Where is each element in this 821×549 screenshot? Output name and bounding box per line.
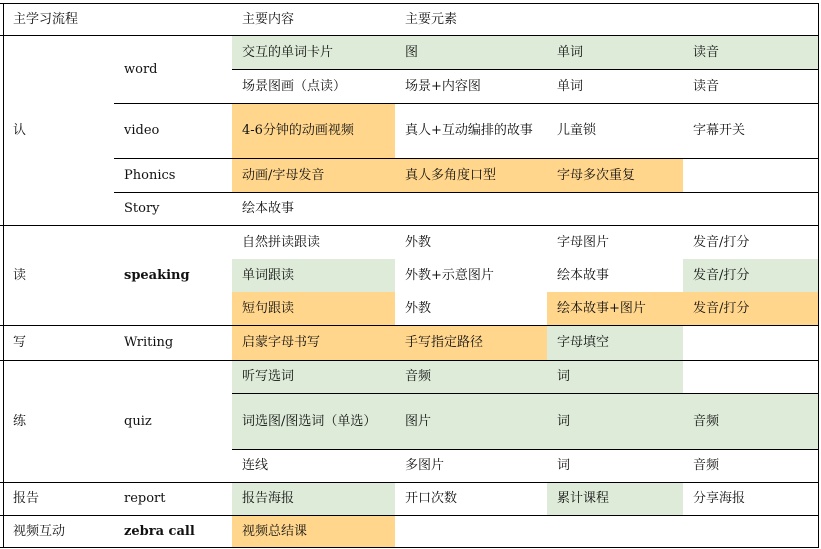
table-horizontal-rule: [0, 3, 819, 4]
header-elements-label: 主要元素: [405, 11, 458, 27]
report-element-2: 累计课程: [547, 482, 683, 515]
quiz-2-element-1: 图片: [395, 393, 547, 449]
stage-report: 报告: [13, 491, 40, 506]
video-element-3: 字幕开关: [693, 123, 746, 138]
phonics-content: 动画/字母发音: [232, 158, 395, 192]
table-horizontal-rule: [0, 35, 819, 36]
report-content: 报告海报: [232, 482, 395, 515]
header-stage-label: 主学习流程: [13, 11, 79, 27]
word-card-element-3: 读音: [683, 35, 818, 69]
quiz-3-element-2: 词: [557, 458, 571, 473]
module-zebra-call: zebra call: [124, 523, 195, 539]
quiz-2-content: 词选图/图选词（单选）: [232, 393, 395, 449]
speaking-3-element-2: 绘本故事+图片: [547, 292, 683, 325]
video-element-2: 儿童锁: [557, 123, 597, 138]
word-scene-element-3: 读音: [693, 78, 720, 94]
table-horizontal-rule: [0, 360, 819, 361]
writing-content: 启蒙字母书写: [232, 325, 395, 360]
stage-read: 读: [13, 267, 27, 283]
module-report: report: [124, 491, 166, 506]
stage-recognize: 认: [13, 122, 27, 138]
speaking-2-element-2: 绘本故事: [557, 268, 610, 283]
writing-element-2: 字母填空: [547, 325, 683, 360]
speaking-2-content: 单词跟读: [232, 259, 395, 292]
phonics-element-1: 真人多角度口型: [395, 158, 547, 192]
story-content: 绘本故事: [242, 201, 295, 216]
speaking-1-element-1: 外教: [405, 234, 432, 250]
quiz-3-element-3: 音频: [693, 458, 720, 473]
speaking-2-element-1: 外教+示意图片: [405, 268, 494, 283]
stage-video-interact: 视频互动: [13, 523, 66, 539]
stage-write: 写: [13, 335, 27, 350]
table-horizontal-rule: [114, 192, 819, 193]
word-scene-content: 场景图画（点读）: [242, 78, 347, 94]
table-horizontal-rule: [0, 325, 819, 326]
word-card-element-2: 单词: [547, 35, 683, 69]
stage-practice: 练: [13, 413, 27, 429]
zebra-content: 视频总结课: [232, 515, 395, 547]
table-horizontal-rule: [0, 515, 819, 516]
module-speaking: speaking: [124, 267, 190, 283]
phonics-element-2: 字母多次重复: [547, 158, 683, 192]
quiz-2-element-3: 音频: [683, 393, 818, 449]
word-card-content: 交互的单词卡片: [232, 35, 395, 69]
speaking-2-element-3: 发音/打分: [683, 259, 818, 292]
table-horizontal-rule: [232, 449, 819, 450]
report-element-1: 开口次数: [405, 491, 458, 506]
video-element-1: 真人+互动编排的故事: [405, 123, 533, 138]
speaking-1-element-3: 发音/打分: [693, 234, 750, 250]
quiz-1-content: 听写选词: [232, 360, 395, 393]
word-scene-element-2: 单词: [557, 78, 584, 94]
word-scene-element-1: 场景+内容图: [405, 78, 481, 94]
table-horizontal-rule: [0, 225, 819, 226]
quiz-2-element-2: 词: [547, 393, 683, 449]
table-horizontal-rule: [232, 393, 819, 394]
quiz-1-element-2: 词: [547, 360, 683, 393]
module-story: Story: [124, 201, 160, 216]
module-writing: Writing: [124, 335, 174, 350]
header-content-label: 主要内容: [242, 11, 295, 27]
table-horizontal-rule: [114, 103, 819, 104]
speaking-1-element-2: 字母图片: [557, 234, 610, 250]
table-horizontal-rule: [0, 482, 819, 483]
table-vertical-rule: [818, 3, 819, 548]
table-horizontal-rule: [232, 69, 819, 70]
quiz-3-element-1: 多图片: [405, 458, 445, 473]
table-horizontal-rule: [114, 158, 819, 159]
table-horizontal-rule: [0, 547, 819, 548]
writing-element-1: 手写指定路径: [395, 325, 547, 360]
table-vertical-rule: [3, 3, 4, 548]
module-quiz: quiz: [124, 413, 152, 429]
module-phonics: Phonics: [124, 167, 176, 183]
speaking-3-content: 短句跟读: [232, 292, 395, 325]
module-word: word: [124, 61, 158, 77]
speaking-3-element-3: 发音/打分: [683, 292, 818, 325]
video-content: 4-6分钟的动画视频: [232, 103, 395, 158]
report-element-3: 分享海报: [693, 491, 746, 506]
quiz-3-content: 连线: [242, 458, 269, 473]
quiz-1-element-1: 音频: [395, 360, 547, 393]
speaking-1-content: 自然拼读跟读: [242, 234, 321, 250]
word-card-element-1: 图: [395, 35, 547, 69]
speaking-3-element-1: 外教: [405, 301, 432, 316]
module-video: video: [124, 123, 160, 138]
